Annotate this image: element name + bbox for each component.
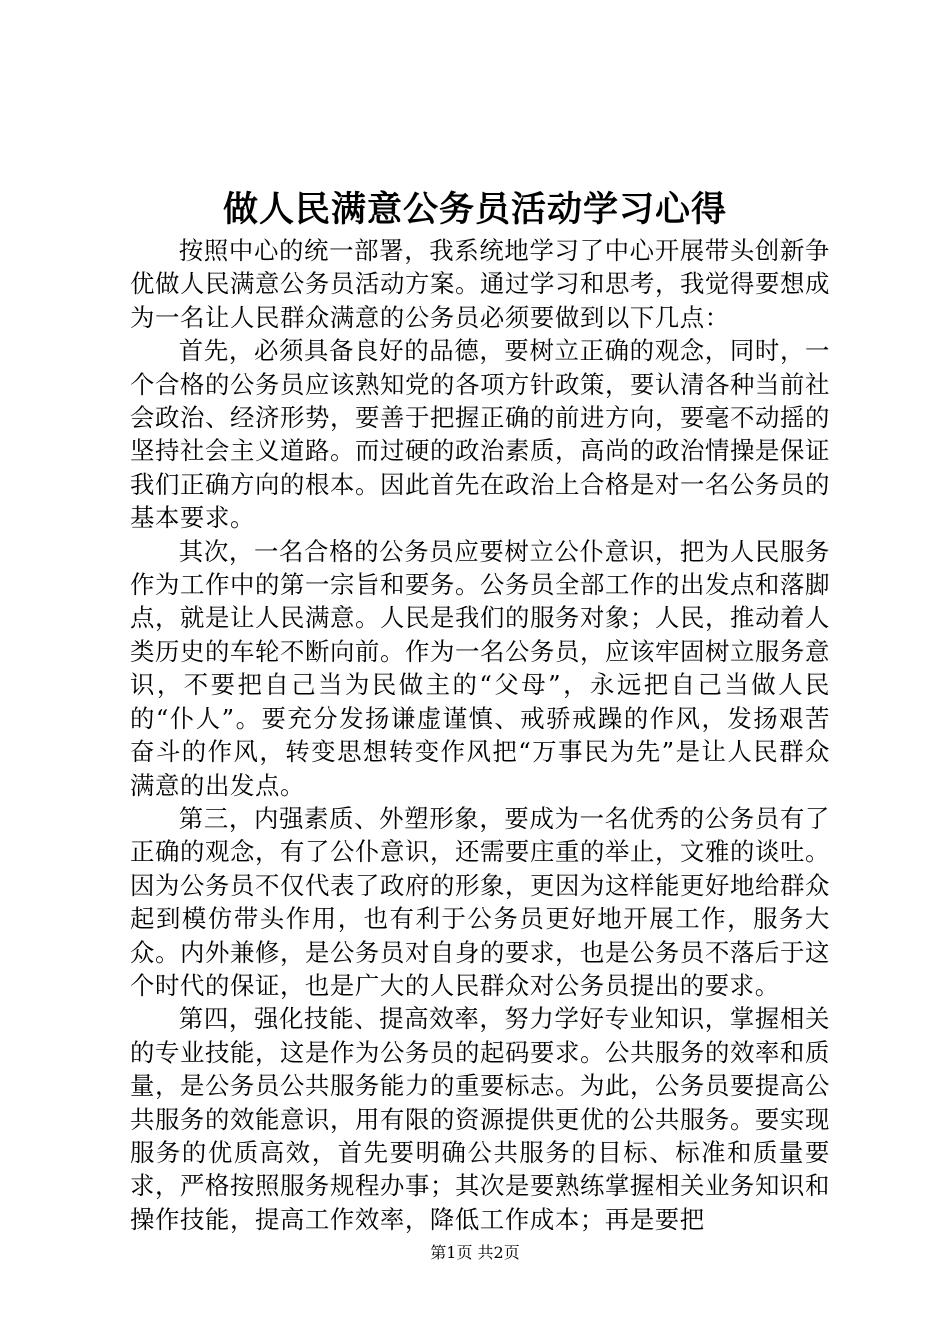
page-footer: 第1页 共2页 <box>430 1243 520 1262</box>
document-body <box>130 234 830 1236</box>
paragraph-intro: 按照中心的统一部署，我系统地学习了中心开展带头创新争优做人民满意公务员活动方案。通过学习和思考，我觉得要想成为一名让人民群众满意的公务员必须要做到以下几点： <box>130 236 830 332</box>
paragraph-fourth: 第四，强化技能、提高效率，努力学好专业知识，掌握相关的专业技能，这是作为公务员的起码要求。公共服务的效率和质量，是公务员公共服务能力的重要标志。为此，公务员要提高公共服务的效能意识，用有限的资源提供更优的公共服务。要实现服务的优质高效，首先要明确公共服务的目标、标准和质量要求，严格按照服务规程办事；其次是要熟练掌握相关业务知识和操作技能，提高工作效率，降低工作成本；再是要把 <box>130 1004 830 1234</box>
paragraph-second: 其次，一名合格的公务员应要树立公仆意识，把为人民服务作为工作中的第一宗旨和要务。公务员全部工作的出发点和落脚点，就是让人民满意。人民是我们的服务对象；人民，推动着人类历史的车轮不断向前。作为一名公务员，应该牢固树立服务意识，不要把自己当为民做主的“父母”，永远把自己当做人民的“仆人”。要充分发扬谦虚谨慎、戒骄戒躁的作风，发扬艰苦奋斗的作风，转变思想转变作风把“万事民为先”是让人民群众满意的出发点。 <box>130 536 830 800</box>
document-title: 做人民满意公务员活动学习心得 <box>222 189 727 230</box>
paragraph-first: 首先，必须具备良好的品德，要树立正确的观念，同时，一个合格的公务员应该熟知党的各项方针政策，要认清各种当前社会政治、经济形势，要善于把握正确的前进方向，要毫不动摇的坚持社会主义道路。而过硬的政治素质，高尚的政治情操是保证我们正确方向的根本。因此首先在政治上合格是对一名公务员的基本要求。 <box>130 336 830 533</box>
paragraph-third: 第三，内强素质、外塑形象，要成为一名优秀的公务员有了正确的观念，有了公仆意识，还需要庄重的举止，文雅的谈吐。因为公务员不仅代表了政府的形象，更因为这样能更好地给群众起到模仿带头作用，也有利于公务员更好地开展工作，服务大众。内外兼修，是公务员对自身的要求，也是公务员不落后于这个时代的保证，也是广大的人民群众对公务员提出的要求。 <box>130 803 830 1000</box>
